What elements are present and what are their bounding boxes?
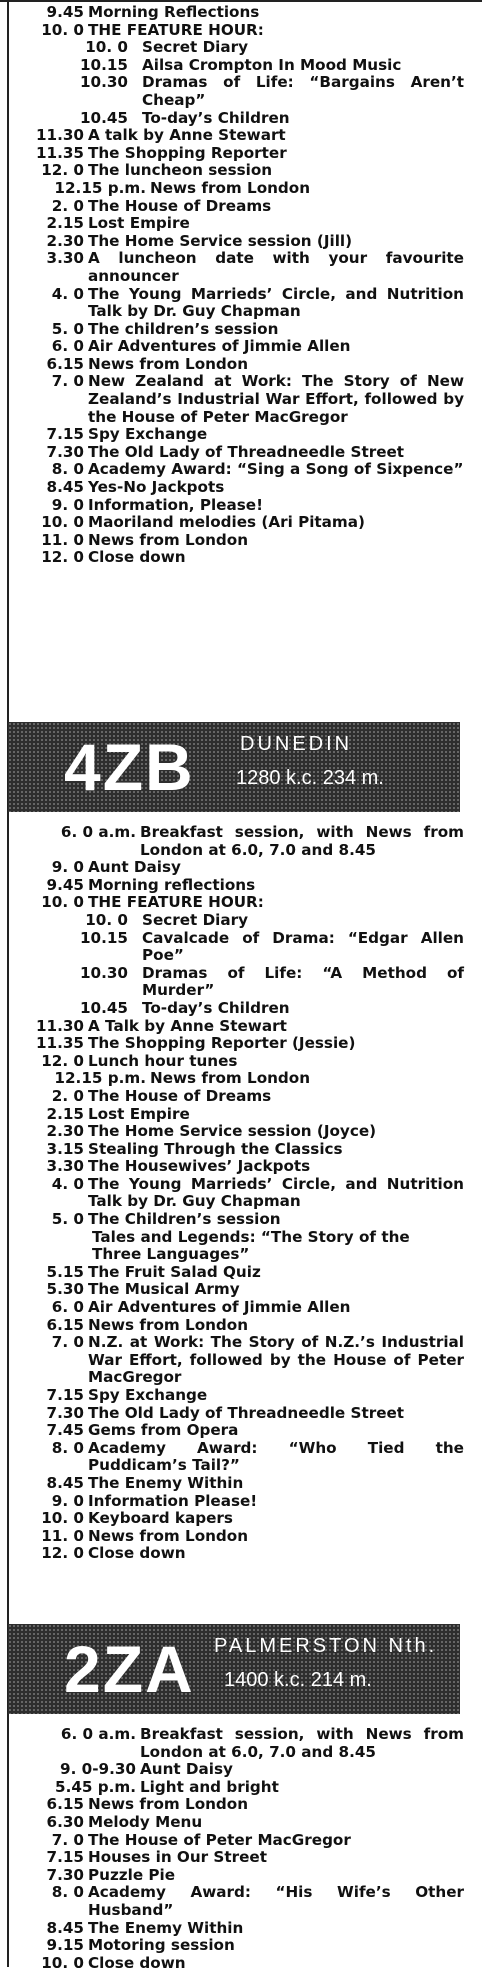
program-title: The Enemy Within	[88, 1918, 244, 1937]
program-title: Cavalcade of Drama: “Edgar Allen Poe”	[142, 928, 464, 965]
program-title: The Housewives’ Jackpots	[88, 1157, 311, 1176]
program-time: 9. 0	[51, 495, 84, 514]
program-title: The House of Dreams	[88, 196, 272, 215]
program-time: 10. 0	[41, 1509, 84, 1528]
program-row	[0, 479, 482, 497]
program-time: 12.15 p.m.	[54, 178, 146, 197]
program-time: 12. 0	[41, 161, 84, 180]
program-time: 7.15	[46, 425, 84, 444]
program-time: 10. 0	[41, 513, 84, 532]
program-title: The Young Marrieds’ Circle, and Nutrition Talk by Dr. Guy Chapman	[88, 284, 464, 321]
program-title: The Fruit Salad Quiz	[88, 1262, 261, 1281]
program-title: Morning Reflections	[88, 3, 260, 21]
program-time: 10.30	[79, 963, 128, 982]
program-time: 6.15	[46, 354, 84, 373]
program-title: News from London	[88, 1526, 249, 1545]
program-title: Stealing Through the Classics	[88, 1139, 343, 1158]
station-callsign: 2ZA	[64, 1632, 195, 1706]
program-title: Light and bright	[140, 1777, 279, 1796]
program-title: Dramas of Life: “A Method of Murder”	[142, 963, 464, 1000]
program-row	[0, 444, 482, 462]
feature-row	[0, 912, 482, 930]
program-time: 7. 0	[51, 1333, 84, 1352]
program-title: Breakfast session, with News from London at 6.0, 7.0 and 8.45	[140, 823, 464, 859]
program-continuation: Tales and Legends: “The Story of the Three Languages”	[92, 1227, 410, 1264]
program-title: THE FEATURE HOUR:	[88, 893, 264, 912]
program-time: 12. 0	[41, 1544, 84, 1563]
program-time: 5.45 p.m.	[55, 1777, 136, 1796]
program-title: Air Adventures of Jimmie Allen	[88, 1298, 351, 1317]
program-row	[0, 1937, 482, 1955]
program-title: Lunch hour tunes	[88, 1051, 238, 1070]
program-time: 6. 0	[51, 1298, 84, 1317]
program-row	[0, 1779, 482, 1797]
program-row	[0, 532, 482, 550]
program-time: 6.30	[46, 1812, 84, 1831]
program-title: Academy Award: “Sing a Song of Sixpence”	[88, 460, 464, 479]
program-time: 9. 0	[51, 858, 84, 877]
feature-row	[0, 57, 482, 75]
program-title: The Home Service session (Joyce)	[88, 1122, 377, 1141]
program-title: To-day’s Children	[142, 108, 290, 127]
program-row	[0, 180, 482, 198]
program-title: The Old Lady of Threadneedle Street	[88, 442, 405, 461]
program-time: 9. 0	[51, 1491, 84, 1510]
program-row	[0, 894, 482, 912]
program-row	[0, 1405, 482, 1423]
program-row	[0, 338, 482, 356]
program-title: Aunt Daisy	[140, 1760, 233, 1779]
program-row	[0, 145, 482, 163]
program-time: 12. 0	[41, 1051, 84, 1070]
program-row	[0, 1211, 482, 1229]
program-row	[0, 1106, 482, 1124]
program-row	[0, 215, 482, 233]
program-time: 9.45	[46, 3, 84, 21]
program-title: Dramas of Life: “Bargains Aren’t Cheap”	[142, 73, 464, 109]
program-title: The Musical Army	[88, 1280, 240, 1299]
program-row	[0, 1422, 482, 1440]
program-time: 11.35	[35, 143, 84, 162]
program-title: Houses in Our Street	[88, 1848, 267, 1867]
program-row	[0, 1726, 482, 1761]
program-time: 10. 0	[41, 1953, 84, 1972]
program-row	[0, 1867, 482, 1885]
program-title: Puzzle Pie	[88, 1865, 176, 1884]
program-row	[0, 233, 482, 251]
feature-row	[0, 930, 482, 965]
program-time: 8. 0	[51, 1438, 84, 1457]
station-frequency: 1280 k.c. 234 m.	[236, 767, 384, 789]
program-title: Melody Menu	[88, 1812, 203, 1831]
program-time: 11. 0	[41, 1526, 84, 1545]
program-title: The Old Lady of Threadneedle Street	[88, 1403, 405, 1422]
program-row	[0, 356, 482, 374]
program-title: Information Please!	[88, 1491, 258, 1510]
program-title: The Home Service session (Jill)	[88, 231, 353, 250]
program-time: 11.35	[35, 1034, 84, 1053]
program-time: 5. 0	[51, 1210, 84, 1229]
program-title: Morning reflections	[88, 875, 256, 894]
program-row	[0, 373, 482, 426]
program-title: To-day’s Children	[142, 998, 290, 1017]
program-title: Maoriland melodies (Ari Pitama)	[88, 513, 365, 532]
program-time: 8. 0	[51, 1883, 84, 1902]
program-title: The Shopping Reporter	[88, 143, 287, 162]
program-row	[0, 1884, 482, 1919]
program-row	[0, 1141, 482, 1159]
program-row	[0, 321, 482, 339]
program-row	[0, 1920, 482, 1938]
program-time: 8.45	[46, 478, 84, 497]
program-time: 10.15	[79, 55, 128, 74]
program-row	[0, 250, 482, 285]
program-title: News from London	[150, 178, 311, 197]
program-row	[0, 22, 482, 40]
program-time: 8. 0	[51, 460, 84, 479]
program-title: Secret Diary	[142, 910, 249, 929]
program-row	[0, 1035, 482, 1053]
station-banner-2za	[8, 1624, 460, 1714]
program-time: 5. 0	[51, 319, 84, 338]
station-city: PALMERSTON Nth.	[214, 1635, 438, 1657]
program-time: 5.30	[46, 1280, 84, 1299]
program-row	[0, 1070, 482, 1088]
top-rule	[0, 0, 482, 2]
program-row	[0, 1796, 482, 1814]
program-row	[0, 497, 482, 515]
program-title: Academy Award: “Who Tied the Puddicam’s Tail?”	[88, 1438, 464, 1475]
feature-row	[0, 965, 482, 1000]
program-title: Aunt Daisy	[88, 858, 181, 877]
program-title: News from London	[88, 1315, 249, 1334]
program-row	[0, 1264, 482, 1282]
program-row	[0, 1493, 482, 1511]
program-title: A luncheon date with your favourite announcer	[88, 249, 464, 285]
program-row	[0, 1018, 482, 1036]
program-row	[0, 1545, 482, 1563]
schedule-section-4zb	[0, 824, 482, 1563]
program-row	[0, 1440, 482, 1475]
program-title: The Young Marrieds’ Circle, and Nutrition Talk by Dr. Guy Chapman	[88, 1174, 464, 1211]
feature-row	[0, 74, 482, 109]
program-time: 4. 0	[51, 1174, 84, 1193]
program-title: Motoring session	[88, 1936, 235, 1955]
program-row	[0, 461, 482, 479]
program-row	[0, 514, 482, 532]
program-row	[0, 162, 482, 180]
program-time: 3.15	[46, 1139, 84, 1158]
program-time: 9.15	[46, 1936, 84, 1955]
station-city: DUNEDIN	[240, 733, 353, 755]
program-time: 7.30	[46, 1403, 84, 1422]
program-title: Close down	[88, 1544, 186, 1563]
program-title: The Shopping Reporter (Jessie)	[88, 1034, 356, 1053]
program-time: 2.30	[46, 231, 84, 250]
program-time: 2.30	[46, 1122, 84, 1141]
schedule-section-2za	[0, 1726, 482, 1972]
program-time: 7.30	[46, 442, 84, 461]
program-time: 6.15	[46, 1315, 84, 1334]
program-row	[0, 198, 482, 216]
program-title: Information, Please!	[88, 495, 263, 514]
program-time: 6. 0 a.m.	[60, 1725, 136, 1743]
program-time: 6. 0	[51, 337, 84, 356]
program-title: A talk by Anne Stewart	[88, 126, 286, 145]
program-time: 2. 0	[51, 196, 84, 215]
program-title: The House of Dreams	[88, 1086, 272, 1105]
program-time: 10.30	[79, 73, 128, 92]
program-row	[0, 286, 482, 321]
program-time: 9. 0-9.30	[60, 1760, 136, 1779]
program-row	[0, 1849, 482, 1867]
program-time: 2.15	[46, 214, 84, 233]
program-row	[0, 1088, 482, 1106]
program-row	[0, 1955, 482, 1972]
program-row	[0, 1832, 482, 1850]
program-row	[0, 1281, 482, 1299]
program-time: 10.45	[79, 108, 128, 127]
program-title: News from London	[88, 354, 249, 373]
program-time: 7.15	[46, 1386, 84, 1404]
station-banner-4zb	[8, 722, 460, 812]
program-time: 10.45	[79, 998, 128, 1017]
program-title: The Enemy Within	[88, 1473, 244, 1492]
program-row	[0, 1387, 482, 1405]
program-title: Gems from Opera	[88, 1421, 239, 1440]
program-title: Keyboard kapers	[88, 1509, 233, 1528]
program-title: Breakfast session, with News from London at 6.0, 7.0 and 8.45	[140, 1725, 464, 1761]
program-title: Spy Exchange	[88, 425, 208, 444]
program-time: 7.15	[46, 1848, 84, 1867]
program-time: 7. 0	[51, 1830, 84, 1849]
feature-row	[0, 39, 482, 57]
program-time: 8.45	[46, 1918, 84, 1937]
station-frequency: 1400 k.c. 214 m.	[224, 1669, 372, 1691]
program-title: News from London	[88, 1795, 249, 1814]
program-row	[0, 1053, 482, 1071]
program-time: 7.45	[46, 1421, 84, 1440]
feature-row	[0, 1000, 482, 1018]
program-row	[0, 1176, 482, 1211]
program-title: Close down	[88, 548, 186, 567]
program-title: A Talk by Anne Stewart	[88, 1016, 287, 1035]
program-row	[0, 1761, 482, 1779]
program-time: 5.15	[46, 1262, 84, 1281]
program-time: 6. 0 a.m.	[60, 823, 136, 841]
program-title: Ailsa Crompton In Mood Music	[142, 55, 402, 74]
program-row	[0, 1814, 482, 1832]
program-time: 12.15 p.m.	[54, 1069, 146, 1088]
schedule-section-1	[0, 4, 482, 567]
program-row	[0, 549, 482, 567]
program-time: 10. 0	[41, 893, 84, 912]
program-time: 11. 0	[41, 530, 84, 549]
program-row	[0, 877, 482, 895]
program-time: 2.15	[46, 1104, 84, 1123]
program-title: Yes-No Jackpots	[88, 478, 225, 497]
program-title: The Children’s session	[88, 1210, 281, 1229]
program-time: 3.30	[46, 1157, 84, 1176]
program-row	[0, 1317, 482, 1335]
program-row	[0, 1299, 482, 1317]
program-title: Close down	[88, 1953, 186, 1972]
program-time: 10.15	[79, 928, 128, 947]
program-time: 12. 0	[41, 548, 84, 567]
program-title: News from London	[150, 1069, 311, 1088]
program-time: 2. 0	[51, 1086, 84, 1105]
program-row	[0, 824, 482, 859]
program-row	[0, 1510, 482, 1528]
program-row	[0, 1158, 482, 1176]
program-title: Secret Diary	[142, 38, 249, 57]
program-title: Lost Empire	[88, 214, 190, 233]
program-title: The luncheon session	[88, 161, 273, 180]
program-title: The House of Peter MacGregor	[88, 1830, 351, 1849]
program-time: 11.30	[35, 126, 84, 145]
program-title: Lost Empire	[88, 1104, 190, 1123]
program-title: N.Z. at Work: The Story of N.Z.’s Industrial War Effort, followed by the House of Peter MacGregor	[88, 1333, 464, 1387]
feature-row	[0, 110, 482, 128]
program-row	[0, 127, 482, 145]
program-title: New Zealand at Work: The Story of New Zealand’s Industrial War Effort, followed by the House of Peter MacGregor	[88, 372, 464, 426]
program-row	[0, 1123, 482, 1141]
program-time: 3.30	[46, 249, 84, 268]
program-title: The children’s session	[88, 319, 279, 338]
program-row	[0, 1528, 482, 1546]
program-time: 8.45	[46, 1473, 84, 1492]
program-time: 6.15	[46, 1795, 84, 1814]
program-time: 10. 0	[85, 910, 128, 929]
program-title: THE FEATURE HOUR:	[88, 20, 264, 39]
program-title: News from London	[88, 530, 249, 549]
program-time: 4. 0	[51, 284, 84, 303]
program-title: Academy Award: “His Wife’s Other Husband”	[88, 1883, 464, 1919]
program-time: 7. 0	[51, 372, 84, 391]
program-time: 11.30	[35, 1016, 84, 1035]
program-title: Air Adventures of Jimmie Allen	[88, 337, 351, 356]
program-row	[0, 1475, 482, 1493]
program-row	[0, 1334, 482, 1387]
program-time: 9.45	[46, 875, 84, 894]
program-title: Spy Exchange	[88, 1386, 208, 1404]
program-row	[0, 426, 482, 444]
program-row	[0, 4, 482, 22]
program-row	[0, 859, 482, 877]
program-time: 10. 0	[41, 20, 84, 39]
program-time: 10. 0	[85, 38, 128, 57]
station-callsign: 4ZB	[64, 730, 195, 804]
program-time: 7.30	[46, 1865, 84, 1884]
